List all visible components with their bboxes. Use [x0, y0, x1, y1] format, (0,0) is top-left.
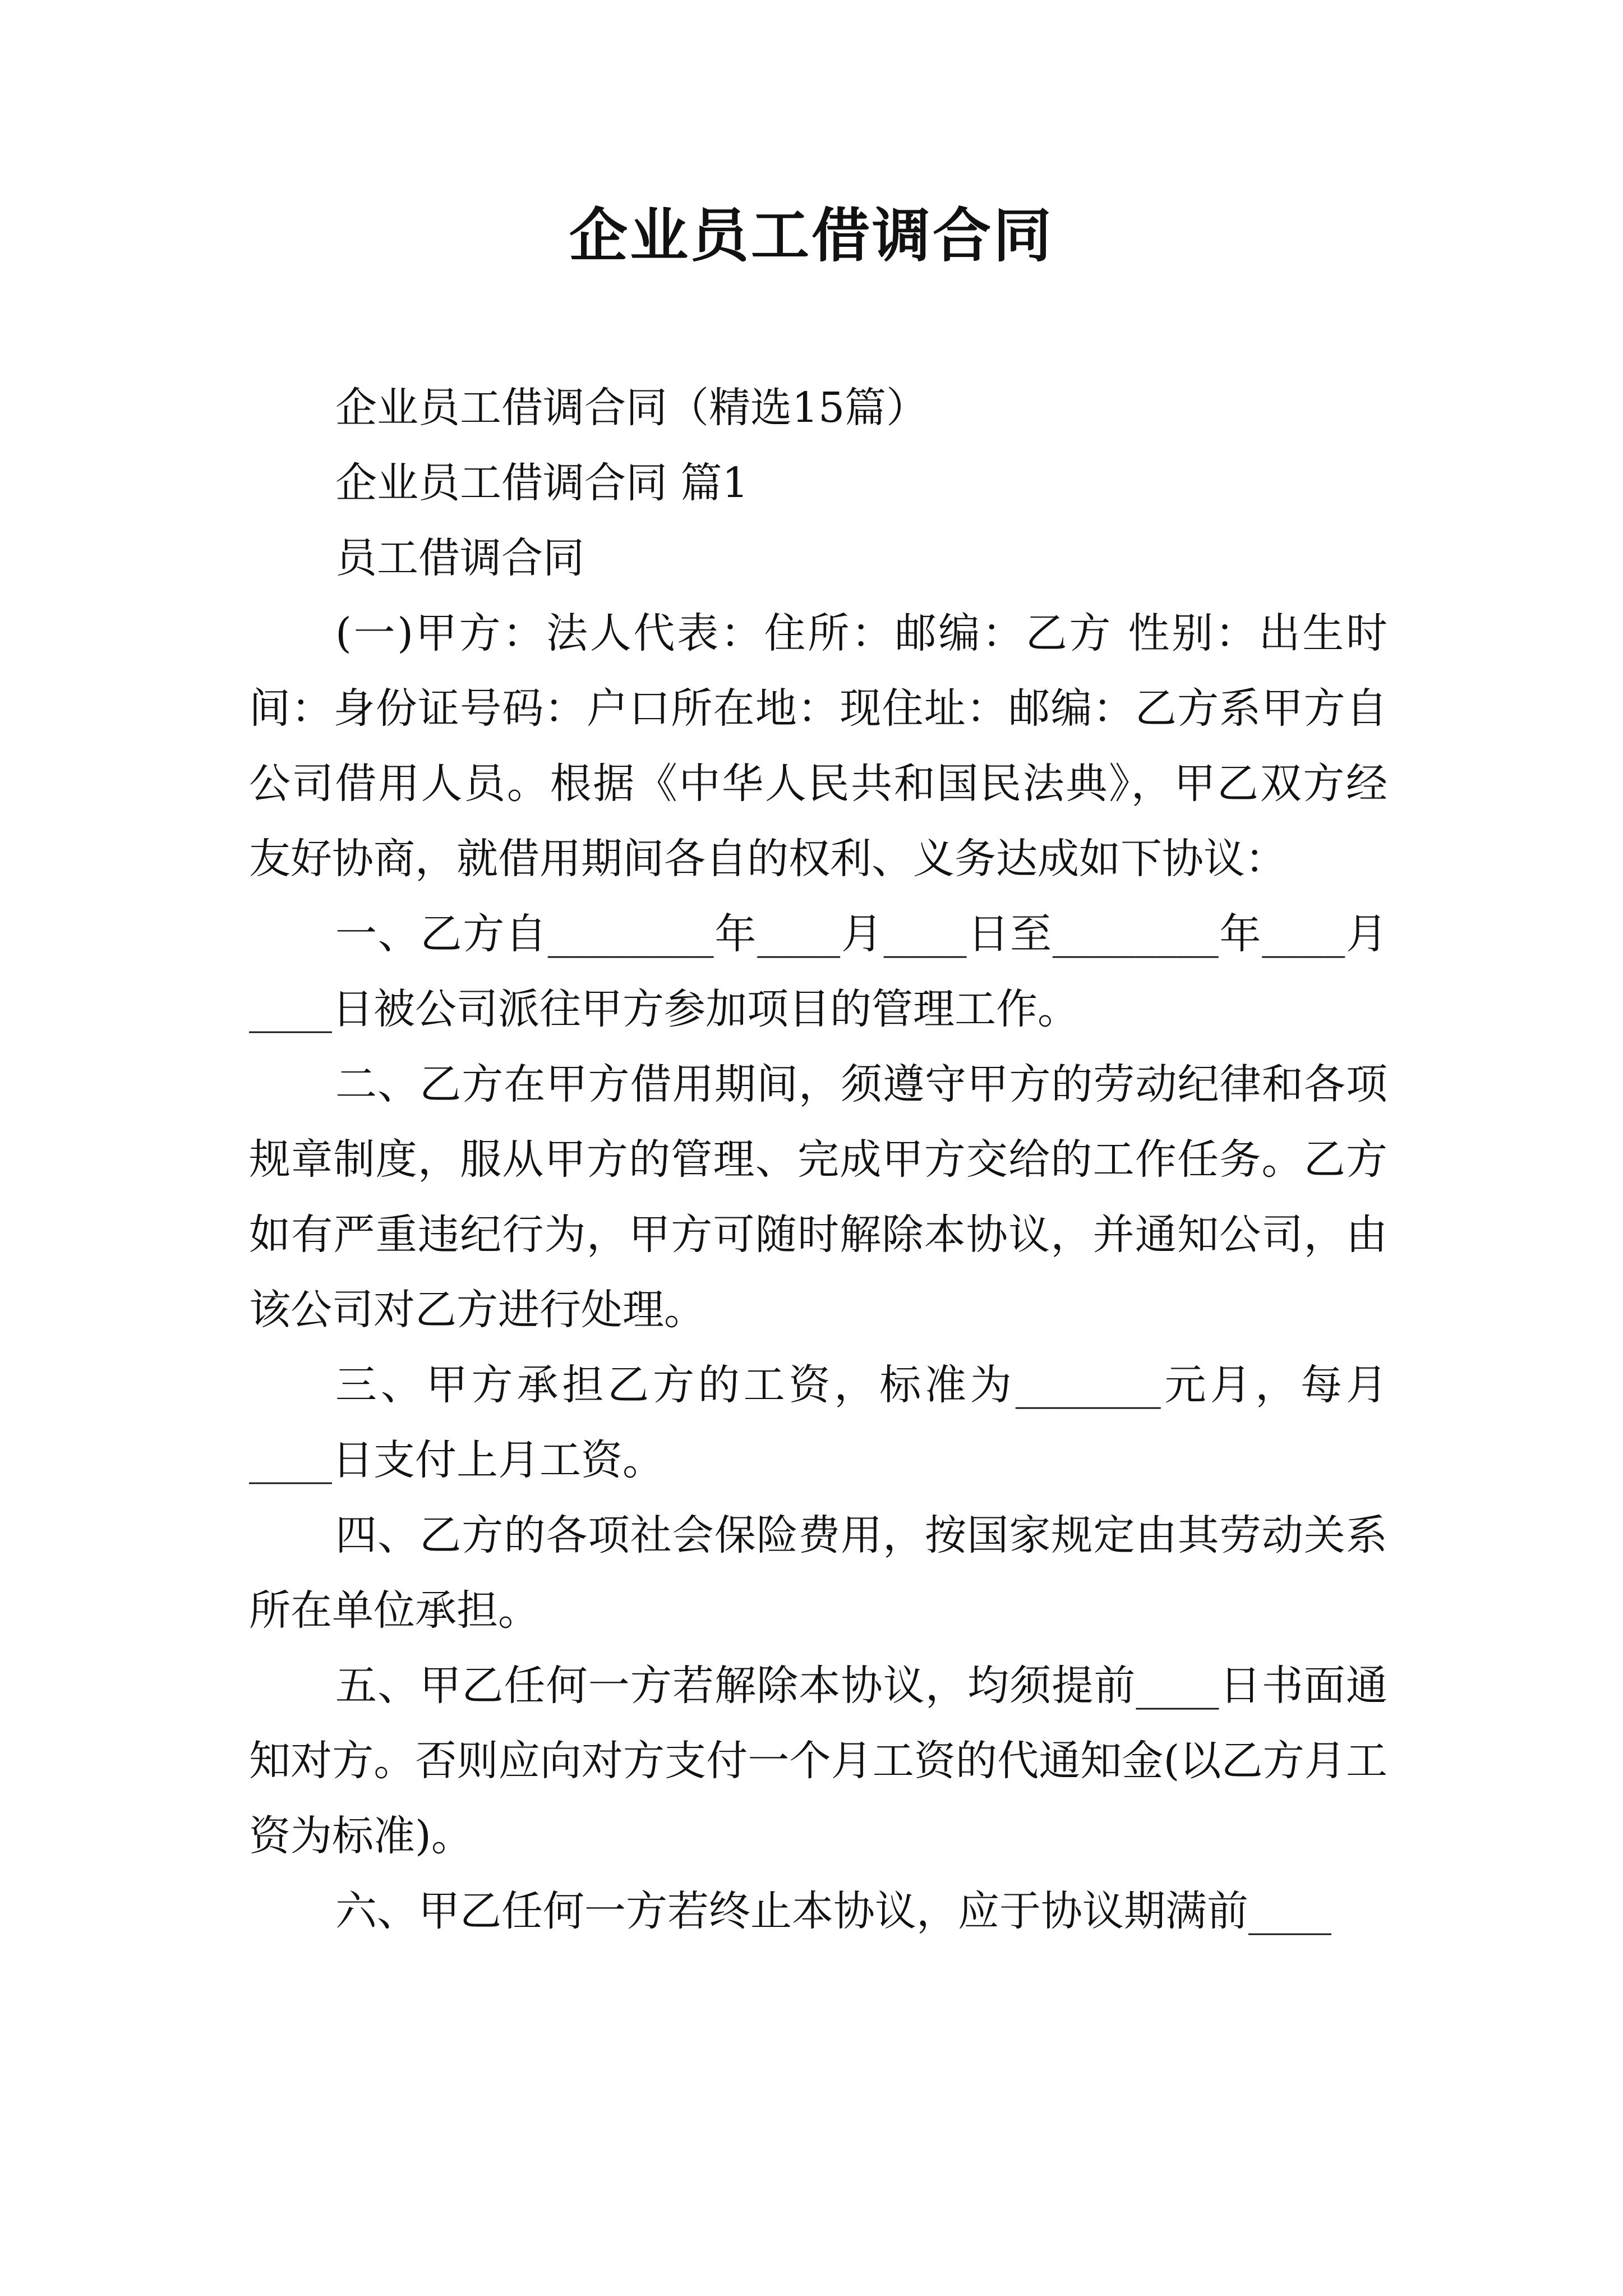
paragraph-collection-title: 企业员工借调合同（精选15篇）: [335, 384, 928, 432]
paragraph-clause-4: 四、乙方的各项社会保险费用，按国家规定由其劳动关系所在单位承担。: [249, 1511, 1387, 1635]
paragraph-contract-name: 员工借调合同: [335, 534, 584, 582]
paragraph-clause-1: 一、乙方自________年____月____日至________年____月____日被公司派往甲方参加项目的管理工作。: [249, 910, 1387, 1033]
paragraph-section-heading: 企业员工借调合同 篇1: [335, 459, 749, 507]
paragraph-parties: (一)甲方：法人代表：住所：邮编：乙方 性别：出生时间：身份证号码：户口所在地：现住址：邮编：乙方系甲方自公司借用人员。根据《中华人民共和国民法典》，甲乙双方经友好协商，就借用期间各自的权利、义务达成如下协议：: [249, 609, 1387, 883]
paragraph-clause-5: 五、甲乙任何一方若解除本协议，均须提前____日书面通知对方。否则应向对方支付一个月工资的代通知金(以乙方月工资为标准)。: [249, 1662, 1387, 1860]
document-body: [249, 370, 1387, 1949]
paragraph-clause-2: 二、乙方在甲方借用期间，须遵守甲方的劳动纪律和各项规章制度，服从甲方的管理、完成甲方交给的工作任务。乙方如有严重违纪行为，甲方可随时解除本协议，并通知公司，由该公司对乙方进行处理。: [249, 1060, 1387, 1334]
document-title: 企业员工借调合同: [569, 201, 1054, 270]
paragraph-clause-3: 三、甲方承担乙方的工资，标准为_______元月，每月____日支付上月工资。: [249, 1361, 1387, 1484]
paragraph-clause-6: 六、甲乙任何一方若终止本协议，应于协议期满前____: [335, 1887, 1331, 1935]
